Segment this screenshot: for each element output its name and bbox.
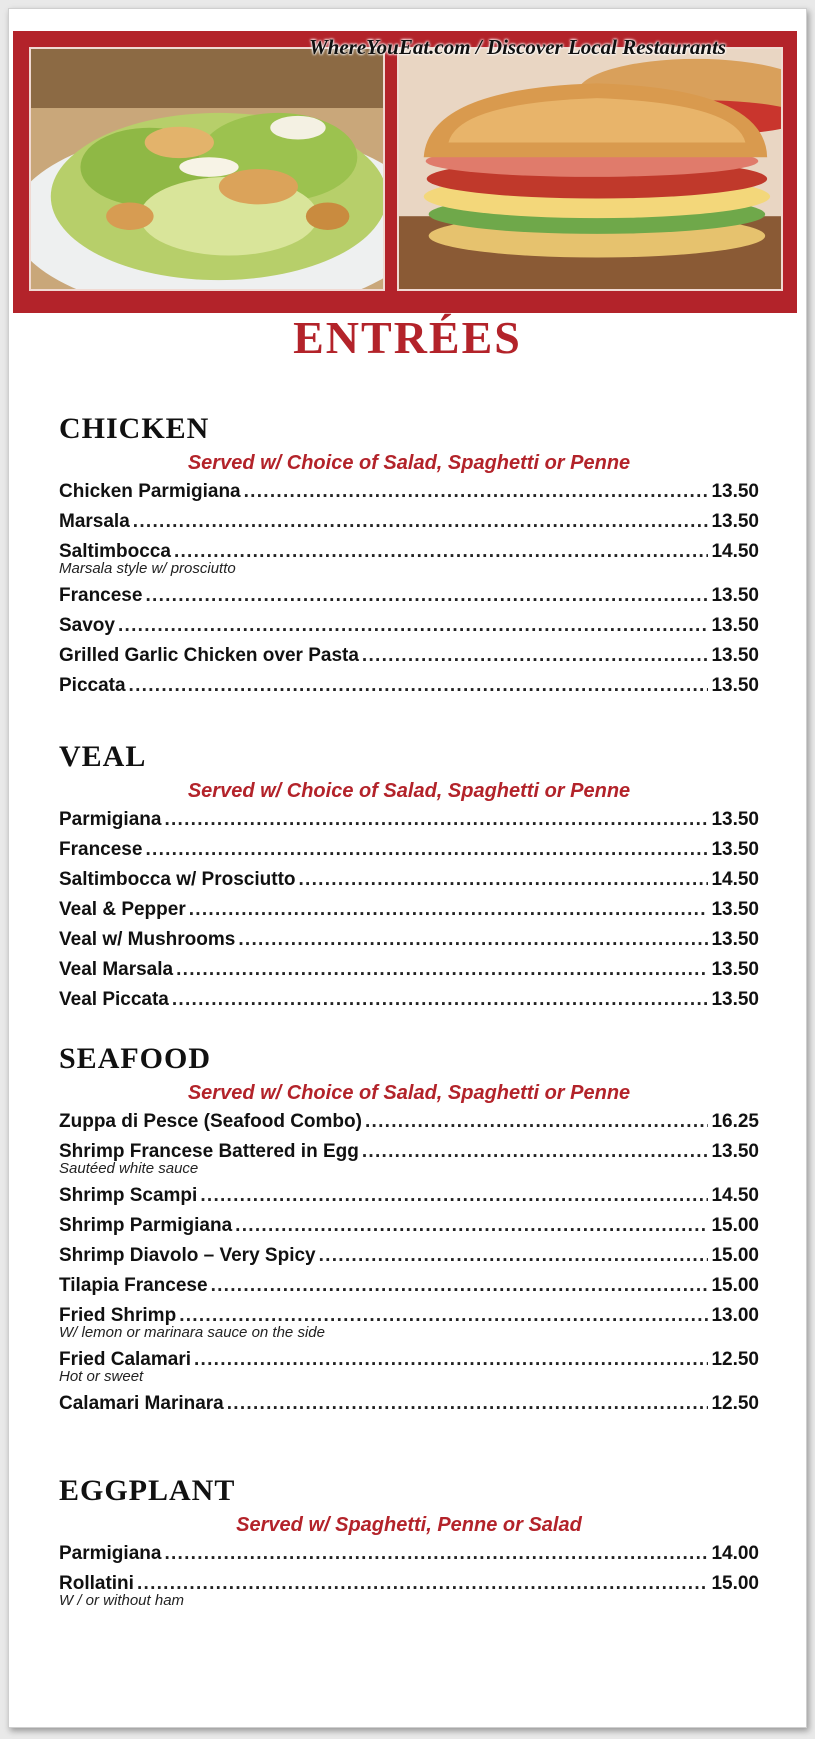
section-subtitle: Served w/ Choice of Salad, Spaghetti or Penne — [187, 780, 631, 802]
menu-item — [59, 507, 759, 537]
item-price: 16.25 — [711, 1111, 759, 1132]
item-price: 13.50 — [711, 511, 759, 532]
menu-item — [59, 1271, 759, 1301]
dot-leader — [238, 925, 708, 955]
menu-item — [59, 581, 759, 611]
menu-item — [59, 1389, 759, 1419]
item-name: Chicken Parmigiana — [59, 481, 241, 502]
watermark-text: WhereYouEat.com / Discover Local Restaurants — [309, 35, 727, 59]
section-eggplant — [59, 1471, 759, 1613]
menu-item — [59, 537, 759, 581]
item-price: 14.50 — [711, 541, 759, 562]
section-subtitle: Served w/ Choice of Salad, Spaghetti or Penne — [187, 1082, 631, 1104]
item-price: 13.50 — [711, 839, 759, 860]
menu-item — [59, 1301, 759, 1345]
menu-item — [59, 1569, 759, 1613]
item-price: 14.00 — [711, 1543, 759, 1564]
section-subtitle: Served w/ Choice of Salad, Spaghetti or Penne — [187, 452, 631, 474]
item-price: 15.00 — [711, 1245, 759, 1266]
dot-leader — [137, 1569, 709, 1599]
dot-leader — [118, 611, 708, 641]
dot-leader — [194, 1345, 708, 1375]
item-price: 13.50 — [711, 615, 759, 636]
dot-leader — [244, 477, 709, 507]
menu-item — [59, 641, 759, 671]
item-name: Shrimp Diavolo – Very Spicy — [59, 1245, 316, 1266]
item-name: Savoy — [59, 615, 115, 636]
menu-item — [59, 925, 759, 955]
item-note: Sautéed white sauce — [59, 1160, 199, 1177]
dot-leader — [299, 865, 709, 895]
item-note: W / or without ham — [59, 1592, 185, 1609]
item-name: Marsala — [59, 511, 130, 532]
dot-leader — [164, 1539, 708, 1569]
item-name: Calamari Marinara — [59, 1393, 224, 1414]
item-price: 13.50 — [711, 675, 759, 696]
item-name: Tilapia Francese — [59, 1275, 208, 1296]
section-title: VEAL — [59, 740, 147, 773]
menu-item — [59, 805, 759, 835]
dot-leader — [133, 507, 709, 537]
item-price: 14.50 — [711, 1185, 759, 1206]
item-price: 13.00 — [711, 1305, 759, 1326]
item-name: Francese — [59, 585, 143, 606]
dot-leader — [164, 805, 708, 835]
section-title: EGGPLANT — [59, 1474, 236, 1507]
section-chicken — [59, 409, 759, 701]
menu-page — [8, 8, 807, 1728]
dot-leader — [189, 895, 709, 925]
menu-title: ENTRÉES — [293, 312, 522, 363]
dot-leader — [365, 1107, 708, 1137]
caesar-salad-photo — [29, 47, 385, 291]
item-price: 13.50 — [711, 645, 759, 666]
item-price: 13.50 — [711, 809, 759, 830]
dot-leader — [235, 1211, 708, 1241]
item-price: 13.50 — [711, 959, 759, 980]
section-seafood — [59, 1039, 759, 1419]
menu-item — [59, 1181, 759, 1211]
menu-item — [59, 671, 759, 701]
item-note: Marsala style w/ prosciutto — [59, 560, 236, 577]
item-name: Shrimp Francese Battered in Egg — [59, 1141, 359, 1162]
item-price: 12.50 — [711, 1349, 759, 1370]
menu-item — [59, 1107, 759, 1137]
item-price: 13.50 — [711, 585, 759, 606]
item-name: Piccata — [59, 675, 126, 696]
dot-leader — [227, 1389, 709, 1419]
menu-item — [59, 1539, 759, 1569]
item-name: Veal & Pepper — [59, 899, 186, 920]
item-note: Hot or sweet — [59, 1368, 144, 1385]
section-title: SEAFOOD — [59, 1042, 212, 1075]
item-name: Grilled Garlic Chicken over Pasta — [59, 645, 359, 666]
item-name: Veal w/ Mushrooms — [59, 929, 236, 950]
dot-leader — [362, 641, 709, 671]
item-name: Zuppa di Pesce (Seafood Combo) — [59, 1111, 362, 1132]
item-price: 15.00 — [711, 1275, 759, 1296]
item-price: 13.50 — [711, 481, 759, 502]
menu-item — [59, 895, 759, 925]
menu-item — [59, 985, 759, 1015]
item-price: 14.50 — [711, 869, 759, 890]
menu-item — [59, 955, 759, 985]
item-name: Saltimbocca w/ Prosciutto — [59, 869, 296, 890]
item-price: 13.50 — [711, 1141, 759, 1162]
menu-item — [59, 477, 759, 507]
item-name: Parmigiana — [59, 1543, 162, 1564]
item-price: 15.00 — [711, 1215, 759, 1236]
item-price: 13.50 — [711, 899, 759, 920]
item-price: 13.50 — [711, 989, 759, 1010]
item-name: Shrimp Scampi — [59, 1185, 198, 1206]
item-name: Shrimp Parmigiana — [59, 1215, 233, 1236]
item-name: Fried Shrimp — [59, 1305, 177, 1326]
menu-item — [59, 1211, 759, 1241]
menu-item — [59, 865, 759, 895]
sub-sandwich-photo — [397, 47, 783, 291]
item-name: Veal Piccata — [59, 989, 169, 1010]
item-name: Francese — [59, 839, 143, 860]
item-name: Parmigiana — [59, 809, 162, 830]
menu-item — [59, 1241, 759, 1271]
dot-leader — [174, 537, 709, 567]
dot-leader — [200, 1181, 708, 1211]
dot-leader — [319, 1241, 709, 1271]
dot-leader — [129, 671, 709, 701]
dot-leader — [145, 835, 708, 865]
dot-leader — [362, 1137, 709, 1167]
item-price: 15.00 — [711, 1573, 759, 1594]
item-name: Saltimbocca — [59, 541, 171, 562]
dot-leader — [145, 581, 708, 611]
section-subtitle: Served w/ Spaghetti, Penne or Salad — [236, 1514, 582, 1536]
dot-leader — [172, 985, 709, 1015]
item-name: Veal Marsala — [59, 959, 174, 980]
section-veal — [59, 737, 759, 1015]
item-note: W/ lemon or marinara sauce on the side — [59, 1324, 325, 1341]
item-name: Fried Calamari — [59, 1349, 191, 1370]
item-price: 12.50 — [711, 1393, 759, 1414]
section-title: CHICKEN — [59, 412, 210, 445]
item-name: Rollatini — [59, 1573, 134, 1594]
menu-item — [59, 1345, 759, 1389]
menu-item — [59, 611, 759, 641]
dot-leader — [211, 1271, 709, 1301]
item-price: 13.50 — [711, 929, 759, 950]
header-banner — [13, 31, 797, 313]
menu-item — [59, 1137, 759, 1181]
dot-leader — [176, 955, 708, 985]
menu-item — [59, 835, 759, 865]
